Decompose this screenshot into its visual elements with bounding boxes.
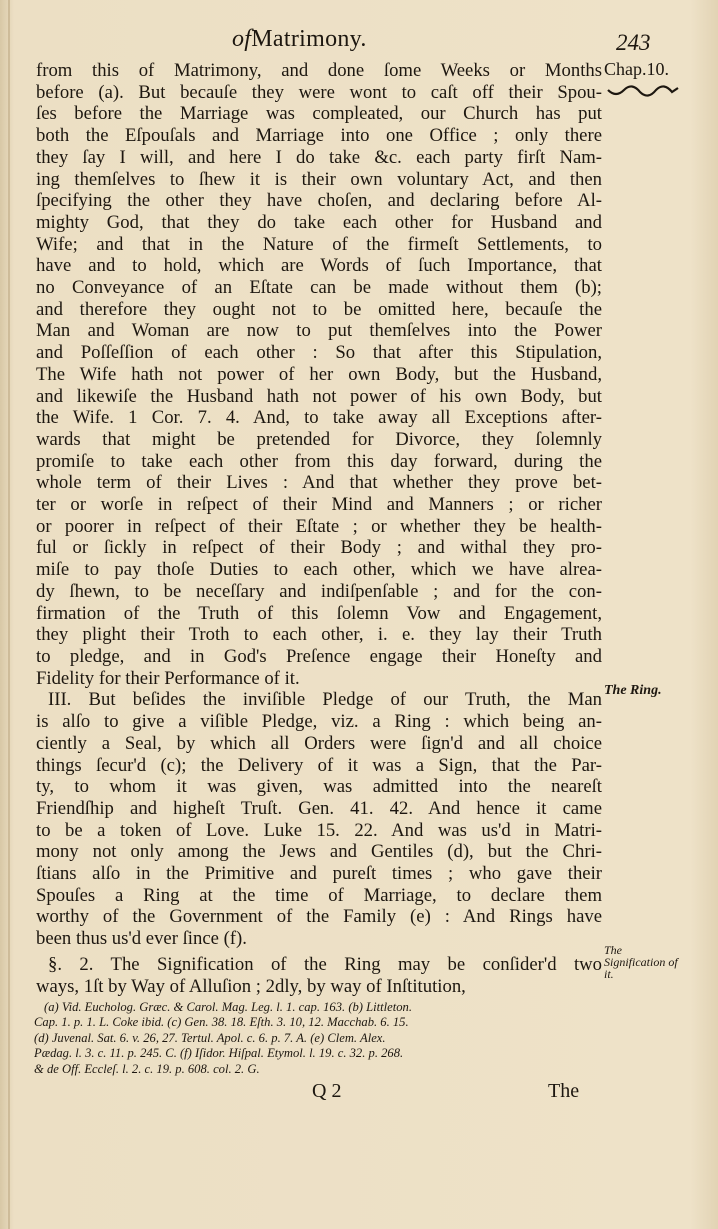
footnote-line: (d) Juvenal. Sat. 6. v. 26, 27. Tertul. Apol. c. 6. p. 7. A. (e) Clem. Alex. xyxy=(34,1030,386,1045)
signature-mark: Q 2 xyxy=(312,1080,342,1102)
text-line: ciently a Seal, by which all Orders were ſign'd and all choice xyxy=(36,732,602,754)
text-line: ſes before the Marriage was compleated, our Church has put xyxy=(36,103,602,125)
text-line: ways, 1ſt by Way of Alluſion ; 2dly, by way of Inſtitution, xyxy=(36,975,466,997)
text-line: both the Eſpouſals and Marriage into one Office ; only there xyxy=(36,125,602,147)
text-line: ſpecifying the other they have choſen, and declaring before Al- xyxy=(36,190,602,212)
text-line: dy ſhewn, to be neceſſary and indiſpenſable ; and for the con- xyxy=(36,580,602,602)
footnote-line: (a) Vid. Eucholog. Græc. & Carol. Mag. Leg. l. 1. cap. 163. (b) Littleton. xyxy=(44,1000,412,1014)
text-line: before (a). But becauſe they were wont to caſt off their Spou- xyxy=(36,81,602,103)
title-text: Matrimony. xyxy=(251,26,367,52)
running-title xyxy=(232,26,367,53)
text-line: firmation of the Truth of this ſolemn Vow and Engagement, xyxy=(36,602,602,624)
title-prefix: of xyxy=(232,26,252,52)
text-line: no Conveyance of an Eſtate can be made without them (b); xyxy=(36,277,602,299)
text-line: have and to hold, which are Words of ſuch Importance, that xyxy=(36,255,602,277)
text-line: Fidelity for their Performance of it. xyxy=(36,667,300,689)
text-line: III. But beſides the inviſible Pledge of our Truth, the Man xyxy=(48,689,602,711)
ornament-flourish xyxy=(606,84,680,100)
text-line: been thus us'd ever ſince (f). xyxy=(36,928,247,950)
text-line: ful or ſickly in reſpect of their Body ; and withal they pro- xyxy=(36,537,602,559)
text-line: Spouſes a Ring at the time of Marriage, to declare them xyxy=(36,884,602,906)
text-line: Friendſhip and higheſt Truſt. Gen. 41. 42. And hence it came xyxy=(36,797,602,819)
text-line: ty, to whom it was given, was admitted into the neareſt xyxy=(36,776,602,798)
catchword: The xyxy=(548,1080,580,1102)
footnote-line: & de Off. Eccleſ. l. 2. c. 19. p. 608. col. 2. G. xyxy=(34,1061,260,1076)
text-line: or poorer in reſpect of their Eſtate ; or whether they be health- xyxy=(36,515,602,537)
text-line: ſtians alſo in the Primitive and pureſt times ; who gave their xyxy=(36,863,602,885)
text-line: they plight their Troth to each other, i. e. they lay their Truth xyxy=(36,624,602,646)
text-line: the Wife. 1 Cor. 7. 4. And, to take away all Exceptions after- xyxy=(36,407,602,429)
text-line: miſe to pay thoſe Duties to each other, which we have alrea- xyxy=(36,559,602,581)
text-line: promiſe to take each other from this day forward, during the xyxy=(36,450,602,472)
text-line: whole term of their Lives : And that whether they prove bet- xyxy=(36,472,602,494)
footnotes xyxy=(34,1000,600,1077)
text-line: §. 2. The Signification of the Ring may be conſider'd two xyxy=(48,953,602,975)
text-line: The Wife hath not power of her own Body, but the Husband, xyxy=(36,363,602,385)
text-line: and likewiſe the Husband hath not power of his own Body, but xyxy=(36,385,602,407)
text-line: ter or worſe in reſpect of their Mind and Manners ; or richer xyxy=(36,494,602,516)
body-text xyxy=(36,60,602,997)
text-line: from this of Matrimony, and done ſome Weeks or Months xyxy=(36,60,602,81)
text-line: things ſecur'd (c); the Delivery of it was a Sign, that the Par- xyxy=(36,754,602,776)
text-line: ing themſelves to ſhew it is their own voluntary Act, and then xyxy=(36,168,602,190)
footnote-line: Cap. 1. p. 1. L. Coke ibid. (c) Gen. 38. 18. Eſth. 3. 10, 12. Macchab. 6. 15. xyxy=(34,1015,409,1030)
text-line: Man and Woman are now to put themſelves into the Power xyxy=(36,320,602,342)
page-number: 243 xyxy=(616,30,651,55)
text-line: mighty God, that they do take each other for Husband and xyxy=(36,211,602,233)
text-line: they ſay I will, and here I do take &c. each party firſt Nam- xyxy=(36,146,602,168)
text-line: to be a token of Love. Luke 15. 22. And was us'd in Matri- xyxy=(36,819,602,841)
margin-note-chapter: Chap.10. xyxy=(604,59,669,79)
gutter-shadow xyxy=(8,0,10,1229)
text-line: and therefore they ought not to be omitted here, becauſe the xyxy=(36,298,602,320)
text-line: and Poſſeſſion of each other : So that after this Stipulation, xyxy=(36,342,602,364)
running-header xyxy=(0,20,718,60)
margin-note-the-ring: The Ring. xyxy=(604,683,662,698)
text-line: wards that might be pretended for Divorce, they ſolemnly xyxy=(36,428,602,450)
text-line: is alſo to give a viſible Pledge, viz. a Ring : which being an- xyxy=(36,711,602,733)
text-line: Wife; and that in the Nature of the firmeſt Settlements, to xyxy=(36,233,602,255)
margin-note-signification: The Signification of it. xyxy=(604,943,678,981)
footnote-line: Pædag. l. 3. c. 11. p. 245. C. (f) Iſidor. Hiſpal. Etymol. l. 19. c. 32. p. 268. xyxy=(34,1046,404,1061)
text-line: worthy of the Government of the Family (e) : And Rings have xyxy=(36,906,602,928)
text-line: mony not only among the Jews and Gentiles (d), but the Chri- xyxy=(36,841,602,863)
text-line: to pledge, and in God's Preſence engage their Honeſty and xyxy=(36,645,602,667)
